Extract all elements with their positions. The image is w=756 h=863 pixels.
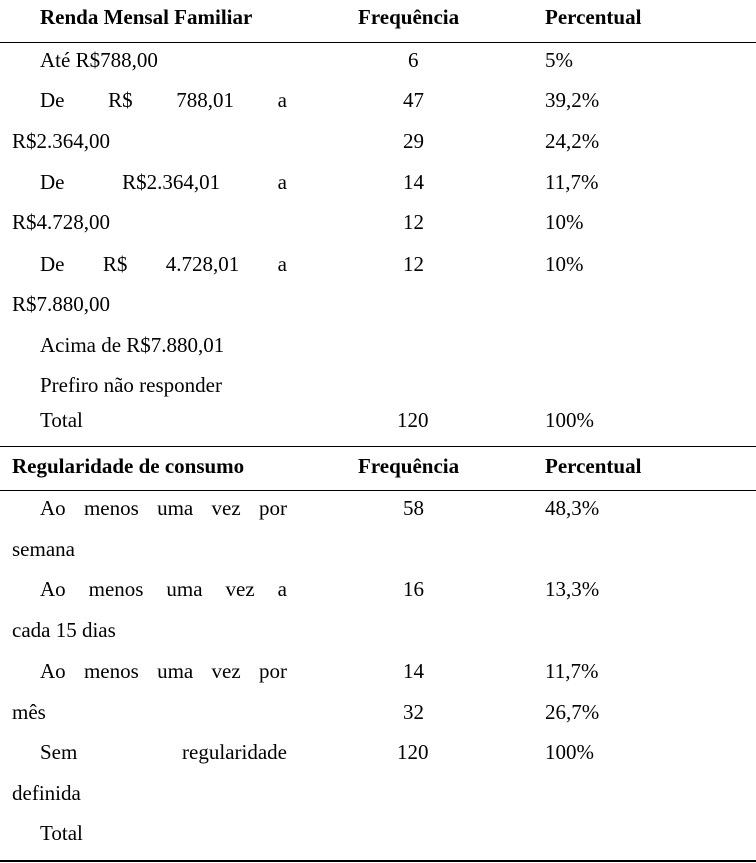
renda-label-line-3: R$2.364,00 bbox=[12, 129, 111, 153]
word: De bbox=[40, 88, 65, 112]
renda-frequency: 29 bbox=[403, 129, 424, 153]
word: a bbox=[277, 577, 287, 601]
regularidade-frequency: 16 bbox=[403, 577, 424, 601]
renda-percentual: 10% bbox=[545, 210, 584, 234]
regularidade-label-line-2: semana bbox=[12, 537, 75, 561]
renda-percentual-total: 100% bbox=[545, 408, 594, 432]
renda-label-line-4 bbox=[40, 170, 287, 194]
header-regularidade: Regularidade de consumo bbox=[12, 454, 245, 478]
word: Ao bbox=[40, 659, 66, 683]
header-renda-mensal: Renda Mensal Familiar bbox=[40, 5, 253, 29]
renda-label-line-2 bbox=[40, 88, 287, 112]
regularidade-percentual-total: 100% bbox=[545, 740, 594, 764]
regularidade-percentual: 26,7% bbox=[545, 700, 600, 724]
regularidade-label-line-3 bbox=[40, 577, 287, 601]
renda-percentual: 11,7% bbox=[545, 170, 599, 194]
regularidade-frequency: 58 bbox=[403, 496, 424, 520]
renda-label-line-1: Até R$788,00 bbox=[40, 48, 158, 72]
regularidade-label-line-4: cada 15 dias bbox=[12, 618, 116, 642]
regularidade-frequency: 32 bbox=[403, 700, 424, 724]
header-frequencia-1: Frequência bbox=[358, 5, 460, 29]
header-rule-2 bbox=[0, 490, 756, 491]
header-percentual-1: Percentual bbox=[545, 5, 642, 29]
word: Sem bbox=[40, 740, 78, 764]
word: R$ bbox=[102, 252, 128, 276]
regularidade-percentual: 13,3% bbox=[545, 577, 600, 601]
word: R$ bbox=[108, 88, 133, 112]
word: De bbox=[40, 252, 65, 276]
word: vez bbox=[225, 577, 255, 601]
word: menos bbox=[83, 659, 139, 683]
word: vez bbox=[211, 496, 241, 520]
renda-label-line-7: R$7.880,00 bbox=[12, 292, 111, 316]
renda-label-line-8: Acima de R$7.880,01 bbox=[40, 333, 225, 357]
word: menos bbox=[83, 496, 139, 520]
regularidade-label-line-6: mês bbox=[12, 700, 46, 724]
word: a bbox=[277, 252, 287, 276]
regularidade-percentual: 48,3% bbox=[545, 496, 600, 520]
renda-frequency-total: 120 bbox=[397, 408, 429, 432]
word: De bbox=[40, 170, 65, 194]
renda-label-line-5: R$4.728,00 bbox=[12, 210, 111, 234]
word: vez bbox=[211, 659, 241, 683]
word: 4.728,01 bbox=[165, 252, 240, 276]
renda-label-line-6 bbox=[40, 252, 287, 276]
word: uma bbox=[166, 577, 203, 601]
renda-frequency: 6 bbox=[408, 48, 419, 72]
renda-label-line-9: Prefiro não responder bbox=[40, 373, 222, 397]
regularidade-frequency-total: 120 bbox=[397, 740, 429, 764]
renda-percentual: 10% bbox=[545, 252, 584, 276]
header-rule-1 bbox=[0, 42, 756, 43]
word: Ao bbox=[40, 577, 66, 601]
word: menos bbox=[88, 577, 144, 601]
section-divider bbox=[0, 446, 756, 447]
renda-frequency: 14 bbox=[403, 170, 424, 194]
header-percentual-2: Percentual bbox=[545, 454, 642, 478]
header-frequencia-2: Frequência bbox=[358, 454, 460, 478]
regularidade-label-line-8: definida bbox=[12, 781, 81, 805]
regularidade-label-line-5 bbox=[40, 659, 287, 683]
renda-label-total: Total bbox=[40, 408, 83, 432]
word: a bbox=[277, 88, 287, 112]
word: a bbox=[277, 170, 287, 194]
renda-percentual: 39,2% bbox=[545, 88, 600, 112]
bottom-rule bbox=[0, 860, 756, 862]
word: R$2.364,01 bbox=[122, 170, 221, 194]
regularidade-label-line-1 bbox=[40, 496, 287, 520]
renda-frequency: 12 bbox=[403, 252, 424, 276]
regularidade-label-total: Total bbox=[40, 821, 83, 845]
word: regularidade bbox=[182, 740, 287, 764]
regularidade-label-line-7 bbox=[40, 740, 287, 764]
renda-percentual: 5% bbox=[545, 48, 573, 72]
word: Ao bbox=[40, 496, 66, 520]
renda-frequency: 12 bbox=[403, 210, 424, 234]
renda-percentual: 24,2% bbox=[545, 129, 600, 153]
renda-frequency: 47 bbox=[403, 88, 424, 112]
word: uma bbox=[157, 496, 194, 520]
word: por bbox=[259, 496, 287, 520]
word: uma bbox=[157, 659, 194, 683]
word: 788,01 bbox=[176, 88, 235, 112]
regularidade-percentual: 11,7% bbox=[545, 659, 599, 683]
word: por bbox=[259, 659, 287, 683]
regularidade-frequency: 14 bbox=[403, 659, 424, 683]
